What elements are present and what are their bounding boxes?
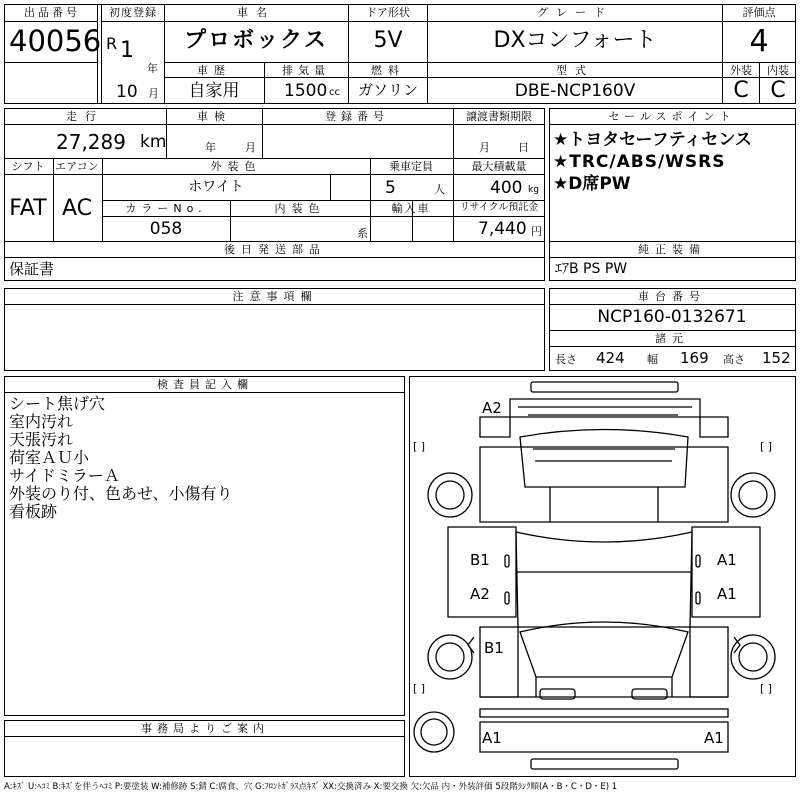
mark-rear-left: A2 bbox=[482, 399, 502, 417]
mileage-label: 走行 bbox=[66, 110, 104, 123]
ac: AC bbox=[61, 196, 93, 221]
interior-label: 内装 bbox=[767, 64, 789, 77]
mileage: 27,289 bbox=[56, 130, 126, 154]
interior-grade: C bbox=[770, 78, 786, 103]
history-label: 車歴 bbox=[197, 64, 231, 77]
mark-left-front-fender: B1 bbox=[484, 639, 504, 657]
first-reg-label: 初度登録 bbox=[109, 6, 157, 19]
inspector-label: 検査員記入欄 bbox=[157, 378, 253, 391]
inspector-line-1: シート焦げ穴 bbox=[9, 394, 106, 413]
inspector-line-6: 外装のり付、色あせ、小傷有り bbox=[9, 484, 233, 503]
recycle-unit: 円 bbox=[531, 225, 542, 238]
length-label: 長さ bbox=[555, 353, 577, 366]
year-unit: 年 bbox=[147, 62, 158, 75]
sales-points-label: セールスポイント bbox=[608, 110, 736, 123]
ext-color: ホワイト bbox=[188, 179, 244, 195]
sales-point-1: ★トヨタセーフティセンス bbox=[553, 130, 752, 150]
inspector-line-5: サイドミラーＡ bbox=[9, 466, 120, 485]
office-label: 事務局よりご案内 bbox=[141, 722, 269, 735]
inspection-month-unit: 月 bbox=[245, 141, 256, 154]
score: 4 bbox=[749, 24, 769, 59]
reg-year: 1 bbox=[120, 38, 134, 63]
mileage-unit: km bbox=[140, 132, 167, 152]
displacement-unit: cc bbox=[329, 87, 340, 98]
ext-color-label: 外装色 bbox=[210, 160, 262, 173]
width-label: 幅 bbox=[647, 353, 658, 366]
height-label: 高さ bbox=[723, 353, 745, 366]
shift: FAT bbox=[9, 196, 47, 221]
bracket-right-rear: [ ] bbox=[760, 440, 773, 453]
transfer-label: 譲渡書類期限 bbox=[466, 110, 532, 123]
bracket-left-rear: [ ] bbox=[413, 440, 426, 453]
reg-no-label: 登録番号 bbox=[325, 110, 389, 123]
color-no: 058 bbox=[149, 219, 183, 239]
dims-label: 諸元 bbox=[655, 332, 689, 345]
recycle-fee: 7,440 bbox=[478, 219, 527, 239]
score-label: 評価点 bbox=[742, 6, 776, 19]
ac-label: エアコン bbox=[55, 160, 99, 173]
month-unit: 月 bbox=[148, 87, 159, 100]
model-label: 型式 bbox=[556, 64, 594, 77]
door-label: ドア形状 bbox=[366, 6, 410, 19]
grade-label: グレード bbox=[537, 6, 613, 19]
inspection-year-unit: 年 bbox=[205, 141, 216, 154]
sales-point-2: ★TRC/ABS/WSRS bbox=[553, 152, 726, 172]
shift-label: シフト bbox=[11, 160, 45, 173]
later-parts-label: 後日発送部品 bbox=[224, 243, 326, 256]
inspection-label: 車検 bbox=[197, 110, 231, 123]
mark-right-rear-door: A1 bbox=[717, 551, 737, 569]
sales-point-3: ★D席PW bbox=[553, 174, 631, 194]
color-no-label: カラーNo. bbox=[125, 202, 207, 215]
mark-front-left: A1 bbox=[482, 729, 502, 747]
car-name: プロボックス bbox=[184, 28, 328, 53]
capacity-label: 乗車定員 bbox=[389, 160, 433, 173]
inspector-line-7: 看板跡 bbox=[9, 502, 58, 521]
recycle-label: リサイクル預託金 bbox=[459, 202, 539, 213]
max-load: 400 bbox=[490, 178, 523, 198]
lot-number: 40056 bbox=[9, 24, 102, 58]
car-name-label: 車名 bbox=[237, 6, 275, 19]
length: 424 bbox=[596, 349, 625, 367]
height: 152 bbox=[762, 349, 791, 367]
car-outline bbox=[410, 377, 795, 776]
fuel: ガソリン bbox=[357, 81, 419, 99]
era: R bbox=[106, 34, 118, 53]
legend: A:ｷｽﾞ U:ﾍｺﾐ B:ｷｽﾞを伴うﾍｺﾐ P:要塗装 W:補修跡 S:錆 C:腐食、穴 G:ﾌﾛﾝﾄｶﾞﾗｽ点ｷｽﾞ XX:交換済み X:要交換 欠:欠品 内・外装評価 5段階ﾗﾝｸ順(A・B・C・D・E) 1 bbox=[4, 782, 618, 792]
equipment-label: 純正装備 bbox=[638, 243, 706, 256]
lot-no-label: 出品番号 bbox=[24, 6, 80, 19]
capacity-unit: 人 bbox=[434, 183, 445, 196]
capacity: 5 bbox=[385, 178, 396, 198]
bracket-left-front: [ ] bbox=[413, 682, 426, 695]
notes-label: 注意事項欄 bbox=[232, 290, 318, 303]
displacement: 1500 bbox=[284, 81, 328, 101]
inspector-line-2: 室内汚れ bbox=[9, 412, 74, 431]
grade: DXコンフォート bbox=[493, 28, 657, 53]
equipment: ｴｱB PS PW bbox=[555, 261, 628, 277]
max-load-unit: kg bbox=[528, 185, 539, 195]
mark-left-front-door: A2 bbox=[470, 585, 490, 603]
transfer-month-unit: 月 bbox=[479, 141, 490, 154]
later-parts: 保証書 bbox=[9, 260, 55, 278]
fuel-label: 燃料 bbox=[371, 64, 405, 77]
int-color-unit: 系 bbox=[357, 227, 368, 240]
width: 169 bbox=[680, 349, 709, 367]
chassis-number: NCP160-0132671 bbox=[597, 307, 747, 327]
transfer-day-unit: 日 bbox=[518, 141, 529, 154]
mark-right-front-door: A1 bbox=[717, 585, 737, 603]
int-color-label: 内装色 bbox=[274, 202, 326, 215]
import-label: 輸入車 bbox=[391, 202, 431, 215]
car-diagram bbox=[409, 376, 796, 777]
exterior-label: 外装 bbox=[730, 64, 752, 77]
exterior-grade: C bbox=[733, 78, 749, 103]
displacement-label: 排気量 bbox=[282, 64, 330, 77]
bracket-right-front: [ ] bbox=[760, 682, 773, 695]
inspector-line-4: 荷室ＡＵ小 bbox=[9, 448, 90, 467]
door-type: 5V bbox=[373, 28, 403, 53]
mark-left-rear-door: B1 bbox=[470, 551, 490, 569]
max-load-label: 最大積載量 bbox=[471, 160, 527, 173]
model-code: DBE-NCP160V bbox=[514, 81, 636, 101]
reg-month: 10 bbox=[116, 82, 138, 102]
history: 自家用 bbox=[188, 81, 240, 101]
chassis-label: 車台番号 bbox=[638, 290, 706, 303]
inspector-line-3: 天張汚れ bbox=[9, 430, 74, 449]
mark-front-right: A1 bbox=[704, 729, 724, 747]
